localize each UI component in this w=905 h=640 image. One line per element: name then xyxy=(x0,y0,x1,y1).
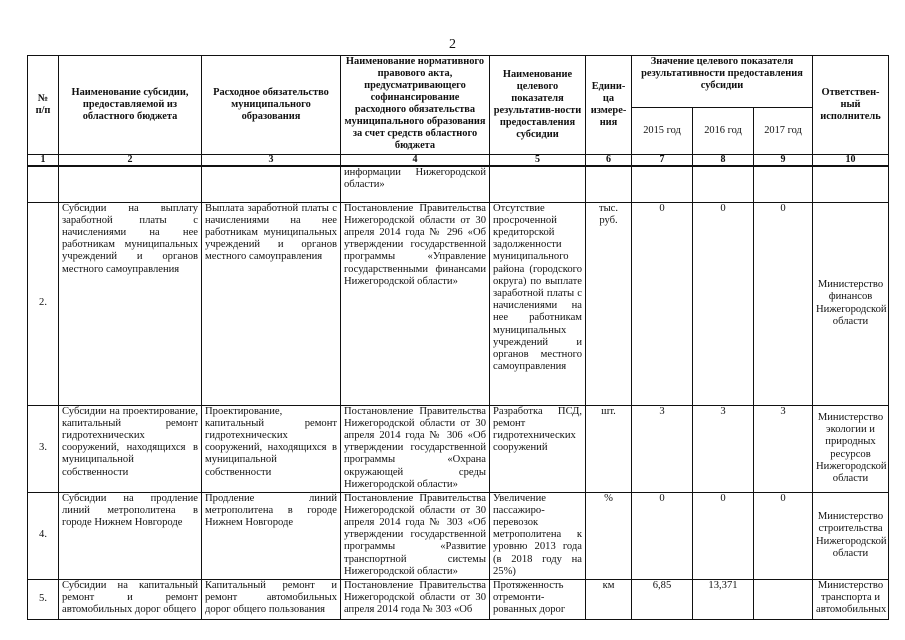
colnum-6: 6 xyxy=(586,155,632,167)
row-indicator: Увеличение пассажиро-перевозок метрополитена к уровню 2013 года (в 2018 году на 25%) xyxy=(490,492,586,579)
table-row xyxy=(28,405,889,492)
row-2015: 0 xyxy=(632,202,693,405)
row-name: Субсидии на капитальный ремонт и ремонт автомобильных дорог общего xyxy=(59,579,202,619)
colnum-7: 7 xyxy=(632,155,693,167)
row-2016: 13,371 xyxy=(693,579,754,619)
header-obligation: Расходное обязательство муниципального образования xyxy=(202,56,341,155)
row-act: Постановление Правительства Нижегородской области от 30 апреля 2014 года № 296 «Об утверждении государственной программы «Управление государственными финансами Нижегородской области» xyxy=(341,202,490,405)
row-name: Субсидии на проектирование, капитальный ремонт гидротехнических сооружений, находящихся в муниципальной собственности xyxy=(59,405,202,492)
header-2015: 2015 год xyxy=(632,108,693,155)
row-unit: шт. xyxy=(586,405,632,492)
header-indicator: Наименование целевого показателя результатив-ности предоставления субсидии xyxy=(490,56,586,155)
row-act: Постановление Правительства Нижегородской области от 30 апреля 2014 года № 303 «Об xyxy=(341,579,490,619)
table-row xyxy=(28,579,889,619)
row-obligation: Капитальный ремонт и ремонт автомобильных дорог общего пользования xyxy=(202,579,341,619)
row-num: 2. xyxy=(28,202,59,405)
row-responsible: Министерство экологии и природных ресурсов Нижегородской области xyxy=(813,405,889,492)
row-obligation: Продление линий метрополитена в городе Нижнем Новгороде xyxy=(202,492,341,579)
header-value-group: Значение целевого показателя результативности предоставления субсидии xyxy=(632,56,813,108)
header-2017: 2017 год xyxy=(754,108,813,155)
colnum-3: 3 xyxy=(202,155,341,167)
header-act: Наименование нормативного правового акта, предусматривающего софинансирование расходного обязательства муниципального образования за счет средств областного бюджета xyxy=(341,56,490,155)
row-2017: 0 xyxy=(754,202,813,405)
row-name: Субсидии на выплату заработной платы с начислениями на нее работникам муниципальных учреждений и органов местного самоуправления xyxy=(59,202,202,405)
colnum-10: 10 xyxy=(813,155,889,167)
header-unit: Едини-ца измере-ния xyxy=(586,56,632,155)
row-indicator: Разработка ПСД, ремонт гидротехнических сооружений xyxy=(490,405,586,492)
continuation-act: информации Нижегородской области» xyxy=(341,166,490,202)
row-2016: 0 xyxy=(693,492,754,579)
row-num: 3. xyxy=(28,405,59,492)
column-numbers-row xyxy=(28,155,889,167)
row-indicator: Протяженность отремонти-рованных дорог xyxy=(490,579,586,619)
row-2017 xyxy=(754,579,813,619)
colnum-9: 9 xyxy=(754,155,813,167)
colnum-8: 8 xyxy=(693,155,754,167)
row-2016: 0 xyxy=(693,202,754,405)
colnum-4: 4 xyxy=(341,155,490,167)
row-num: 5. xyxy=(28,579,59,619)
header-num: № п/п xyxy=(28,56,59,155)
row-2016: 3 xyxy=(693,405,754,492)
row-responsible: Министерство строительства Нижегородской области xyxy=(813,492,889,579)
row-act: Постановление Правительства Нижегородской области от 30 апреля 2014 года № 303 «Об утверждении государственной программы «Развитие транспортной системы Нижегородской области» xyxy=(341,492,490,579)
colnum-1: 1 xyxy=(28,155,59,167)
header-2016: 2016 год xyxy=(693,108,754,155)
header-name: Наименование субсидии, предоставляемой из областного бюджета xyxy=(59,56,202,155)
row-responsible: Министерство транспорта и автомобильных xyxy=(813,579,889,619)
colnum-2: 2 xyxy=(59,155,202,167)
row-unit: % xyxy=(586,492,632,579)
continuation-row xyxy=(28,166,889,202)
colnum-5: 5 xyxy=(490,155,586,167)
row-unit: тыс. руб. xyxy=(586,202,632,405)
table-row xyxy=(28,492,889,579)
page-number: 2 xyxy=(449,37,456,52)
table-row xyxy=(28,202,889,405)
row-obligation: Проектирование, капитальный ремонт гидротехнических сооружений, находящихся в муниципальной собственности xyxy=(202,405,341,492)
subsidy-table xyxy=(27,55,889,620)
row-act: Постановление Правительства Нижегородской области от 30 апреля 2014 года № 306 «Об утверждении государственной программы «Охрана окружающей среды Нижегородской области» xyxy=(341,405,490,492)
row-obligation: Выплата заработной платы с начислениями на нее работникам муниципальных учреждений и органов местного самоуправления xyxy=(202,202,341,405)
row-unit: км xyxy=(586,579,632,619)
row-2017: 0 xyxy=(754,492,813,579)
row-num: 4. xyxy=(28,492,59,579)
header-responsible: Ответствен-ный исполнитель xyxy=(813,56,889,155)
row-2017: 3 xyxy=(754,405,813,492)
row-indicator: Отсутствие просроченной кредиторской задолженности муниципального района (городского округа) по выплате заработной платы с начислениями на нее работникам муниципальных учреждений и органов местного самоуправления xyxy=(490,202,586,405)
row-2015: 3 xyxy=(632,405,693,492)
row-2015: 0 xyxy=(632,492,693,579)
row-responsible: Министерство финансов Нижегородской области xyxy=(813,202,889,405)
row-name: Субсидии на продление линий метрополитена в городе Нижнем Новгороде xyxy=(59,492,202,579)
row-2015: 6,85 xyxy=(632,579,693,619)
